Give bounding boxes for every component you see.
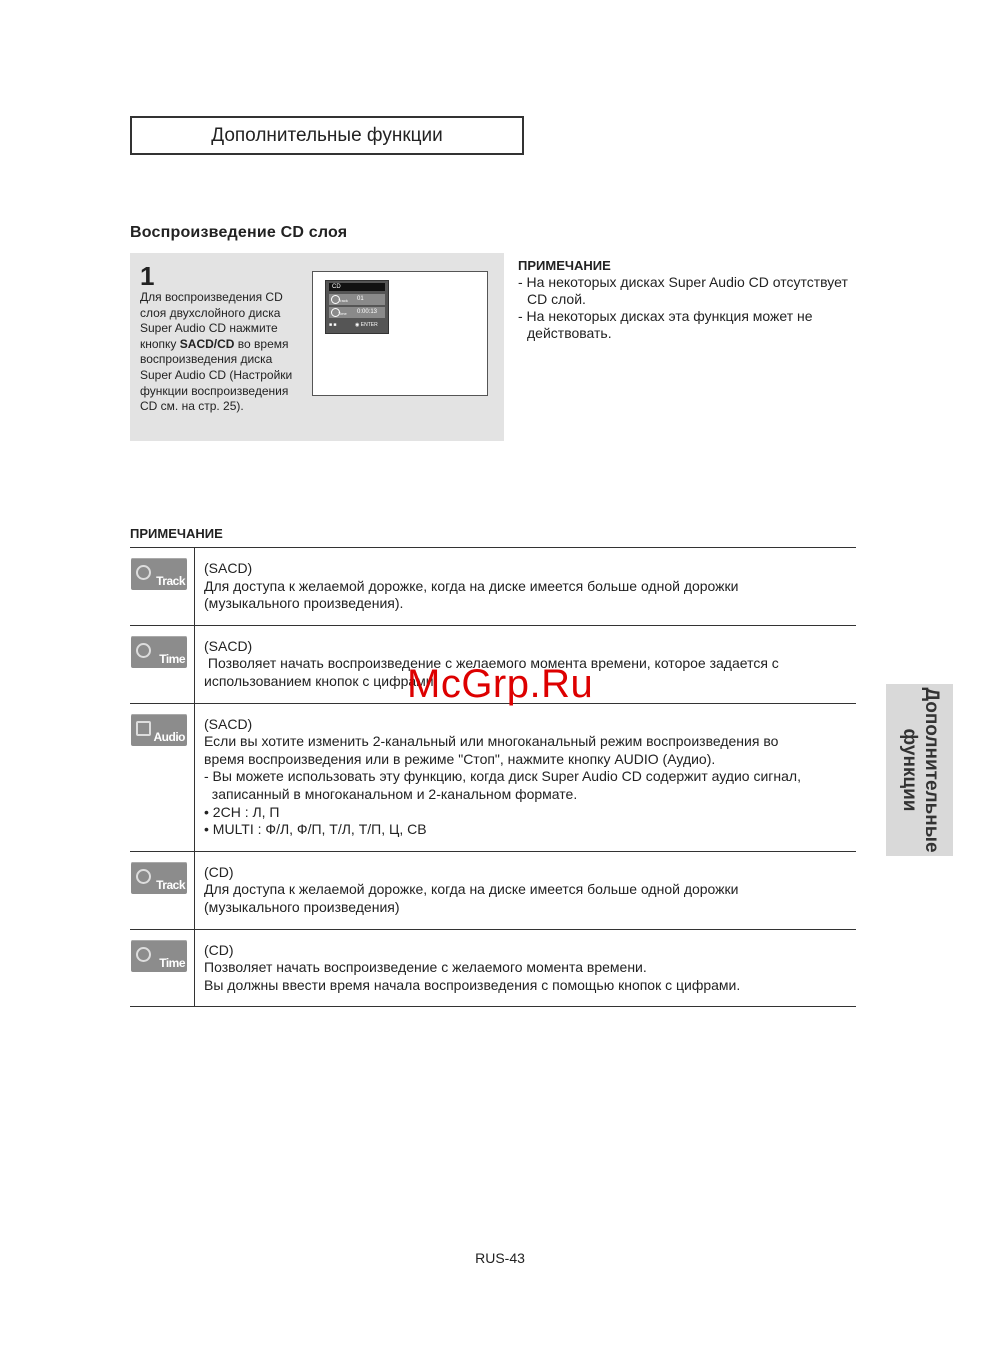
time-icon xyxy=(131,940,187,972)
icon-cell xyxy=(130,548,195,625)
osd-track-label: Track xyxy=(338,298,348,303)
note-line: Для доступа к желаемой дорожке, когда на диске имеется больше одной дорожки xyxy=(204,881,739,898)
icon-cell xyxy=(130,852,195,929)
osd-track-value: 01 xyxy=(357,296,364,302)
note-line: Для доступа к желаемой дорожке, когда на диске имеется больше одной дорожки xyxy=(204,577,739,594)
note-top xyxy=(518,258,858,342)
step-text-part2: во время воспроизведения диска Super Audio CD (Настройки функции воспроизведения CD см. на стр. 25). xyxy=(140,336,293,414)
icon-cell xyxy=(130,704,195,851)
chapter-side-tab xyxy=(886,684,953,856)
step-number: 1 xyxy=(140,261,155,291)
side-tab-line2: функции xyxy=(898,728,920,812)
step-text-part1: Для воспроизведения CD слоя двухслойного диска Super Audio CD нажмите кнопку xyxy=(140,290,283,351)
section-title: Воспроизведение CD слоя xyxy=(130,224,348,241)
note-row-track-sacd xyxy=(130,548,856,626)
note-text xyxy=(195,852,739,929)
osd-title: CD xyxy=(329,283,385,291)
note-line: Позволяет начать воспроизведение с желаемого момента времени. xyxy=(204,959,647,976)
track-icon-label: Track xyxy=(156,574,185,588)
note-line: Если вы хотите изменить 2-канальный или многоканальный режим воспроизведения во xyxy=(204,733,779,750)
track-icon xyxy=(131,558,187,590)
time-icon-label: Time xyxy=(159,651,185,666)
osd-footer-left: ■ ■ xyxy=(329,322,337,328)
icon-cell xyxy=(130,930,195,1007)
note-line: - Вы можете использовать эту функцию, когда диск Super Audio CD содержит аудио сигнал, xyxy=(204,768,801,785)
note-text xyxy=(195,930,740,1007)
step-panel xyxy=(130,253,504,441)
step-instructions xyxy=(140,290,300,415)
note-table-heading: ПРИМЕЧАНИЕ xyxy=(130,526,223,541)
audio-icon-label: Audio xyxy=(153,729,185,744)
sacd-cd-button-name: SACD/CD xyxy=(179,336,235,351)
osd-panel xyxy=(325,280,389,334)
note-line: (SACD) xyxy=(204,715,253,732)
note-row-audio-sacd xyxy=(130,704,856,852)
note-top-item: - На некоторых дисках эта функция может не действовать. xyxy=(518,308,813,341)
note-text xyxy=(195,548,739,625)
track-icon xyxy=(131,862,187,894)
note-line: Вы должны ввести время начала воспроизведения с помощью кнопок с цифрами. xyxy=(204,976,741,993)
note-row-track-cd xyxy=(130,852,856,930)
note-line: Позволяет начать воспроизведение с желаемого момента времени, которое задается с xyxy=(204,655,779,672)
chapter-title: Дополнительные функции xyxy=(211,124,443,146)
side-tab-label xyxy=(898,687,942,852)
note-line: (CD) xyxy=(204,863,234,880)
osd-track-row xyxy=(329,294,385,305)
note-line: время воспроизведения или в режиме "Стоп", нажмите кнопку AUDIO (Аудио). xyxy=(204,750,716,767)
note-line: (CD) xyxy=(204,941,234,958)
note-line: записанный в многоканальном и 2-канальном формате. xyxy=(204,785,578,802)
note-table xyxy=(130,547,856,1007)
watermark: McGrp.Ru xyxy=(407,662,594,706)
chapter-title-box xyxy=(130,116,524,155)
note-line: • 2CH : Л, П xyxy=(204,803,280,820)
note-top-item: - На некоторых дисках Super Audio CD отсутствует CD слой. xyxy=(518,274,848,307)
time-icon xyxy=(131,636,187,668)
osd-footer xyxy=(329,321,385,330)
note-line: • MULTI : Ф/Л, Ф/П, Т/Л, Т/П, Ц, СВ xyxy=(204,821,427,838)
note-line: (музыкального произведения) xyxy=(204,898,400,915)
osd-time-value: 0:00:13 xyxy=(357,309,378,315)
note-line: (SACD) xyxy=(204,637,253,654)
side-tab-line1: Дополнительные xyxy=(920,687,942,853)
tv-screen-illustration xyxy=(312,271,488,396)
note-top-heading: ПРИМЕЧАНИЕ xyxy=(518,258,611,273)
track-icon-label: Track xyxy=(156,877,185,892)
osd-footer-enter: ◉ ENTER xyxy=(355,322,378,328)
time-icon-label: Time xyxy=(159,955,185,970)
osd-time-row xyxy=(329,307,385,318)
note-line: использованием кнопок с цифрами. xyxy=(204,672,438,689)
note-line: (SACD) xyxy=(204,560,253,576)
page-number: RUS-43 xyxy=(475,1250,525,1266)
note-line: (музыкального произведения). xyxy=(204,595,404,612)
osd-time-label: Time xyxy=(338,311,347,316)
note-text xyxy=(195,704,801,851)
icon-cell xyxy=(130,626,195,703)
audio-icon xyxy=(131,714,187,746)
note-row-time-cd xyxy=(130,930,856,1008)
